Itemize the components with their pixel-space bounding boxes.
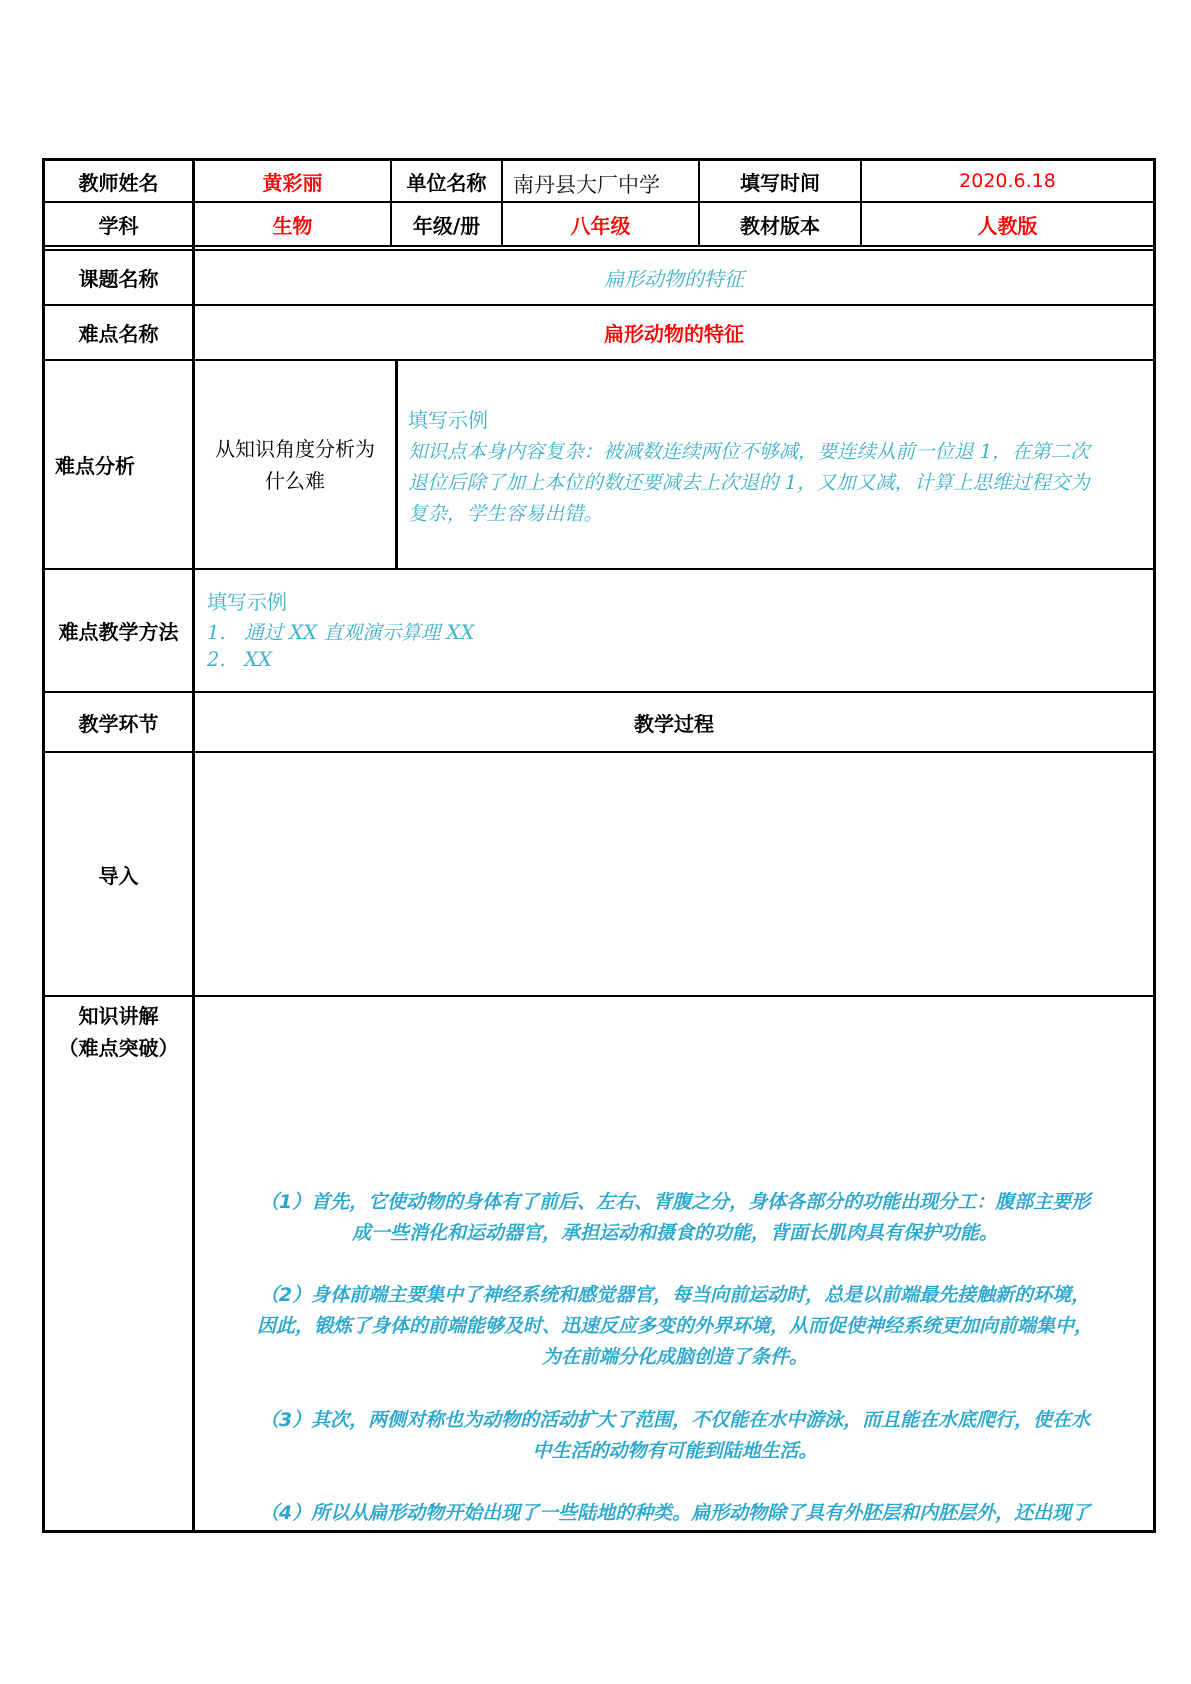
edition-label: 教材版本	[740, 213, 820, 238]
analysis-line-2: 退位后除了加上本位的数还要减去上次退的 1，又加又减，计算上思维过程交为	[408, 471, 1090, 494]
grade-label: 年级/册	[412, 213, 481, 238]
analysis-line-1: 知识点本身内容复杂：被减数连续两位不够减，要连续从前一位退 1，在第二次	[408, 440, 1090, 463]
paragraph-3-line-1: （3）其次，两侧对称也为动物的活动扩大了范围，不仅能在水中游泳，而且能在水底爬行，使在水	[259, 1409, 1091, 1431]
unit-name-label: 单位名称	[406, 170, 487, 195]
method-item-1: 1. 通过 XX 直观演示算理 XX	[207, 621, 475, 644]
analysis-line-3: 复杂，学生容易出错。	[408, 502, 604, 525]
method-sample-title: 填写示例	[207, 590, 287, 614]
paragraph-1-line-1: （1）首先，它使动物的身体有了前后、左右、背腹之分，身体各部分的功能出现分工：腹部主要形	[259, 1191, 1091, 1213]
topic-value: 扁形动物的特征	[604, 267, 744, 291]
teacher-name-label: 教师姓名	[78, 170, 159, 195]
paragraph-1-line-2: 成一些消化和运动器官，承担运动和摄食的功能，背面长肌肉具有保护功能。	[351, 1222, 998, 1244]
analysis-sample-title: 填写示例	[408, 408, 488, 432]
knowledge-paragraph-3	[200, 1405, 1150, 1467]
grade-value: 八年级	[570, 213, 631, 238]
knowledge-label	[45, 1000, 192, 1064]
method-item-2: 2. XX	[207, 648, 272, 671]
paragraph-2-line-1: （2）身体前端主要集中了神经系统和感觉器官，每当向前运动时，总是以前端最先接触新的环境，	[259, 1284, 1091, 1306]
unit-name-value: 南丹县大厂中学	[513, 173, 660, 197]
teacher-name-value: 黄彩丽	[262, 170, 323, 195]
intro-label: 导入	[98, 863, 139, 888]
paragraph-2-line-3: 为在前端分化成脑创造了条件。	[541, 1346, 808, 1368]
paragraph-3-line-2: 中生活的动物有可能到陆地生活。	[532, 1440, 818, 1462]
process-header-label: 教学过程	[634, 711, 714, 736]
analysis-sublabel-line-2: 什么难	[265, 468, 325, 493]
edition-value: 人教版	[977, 213, 1038, 238]
knowledge-label-line-1: 知识讲解	[78, 1004, 159, 1028]
difficulty-value: 扁形动物的特征	[604, 322, 744, 346]
method-label: 难点教学方法	[58, 620, 179, 644]
knowledge-paragraph-1	[200, 1187, 1150, 1249]
analysis-content	[408, 436, 1152, 529]
date-label: 填写时间	[740, 170, 820, 195]
paragraph-4-line-1: （4）所以从扁形动物开始出现了一些陆地的种类。扁形动物除了具有外胚层和内胚层外，还出现了	[259, 1502, 1091, 1524]
subject-value: 生物	[272, 213, 313, 238]
subject-label: 学科	[98, 213, 139, 238]
intro-content	[195, 753, 1153, 995]
analysis-sublabel	[195, 361, 395, 568]
knowledge-label-line-2: （难点突破）	[58, 1036, 179, 1060]
knowledge-paragraph-4	[200, 1498, 1150, 1529]
analysis-label: 难点分析	[55, 454, 135, 478]
analysis-sublabel-line-1: 从知识角度分析为	[215, 436, 375, 461]
date-value: 2020.6.18	[959, 170, 1056, 192]
paragraph-2-line-2: 因此，锻炼了身体的前端能够及时、迅速反应多变的外界环境，从而促使神经系统更加向前端集中，	[256, 1315, 1093, 1337]
stage-header-label: 教学环节	[78, 711, 159, 736]
topic-label: 课题名称	[78, 267, 159, 291]
difficulty-label: 难点名称	[78, 322, 159, 346]
knowledge-paragraph-2	[200, 1280, 1150, 1373]
